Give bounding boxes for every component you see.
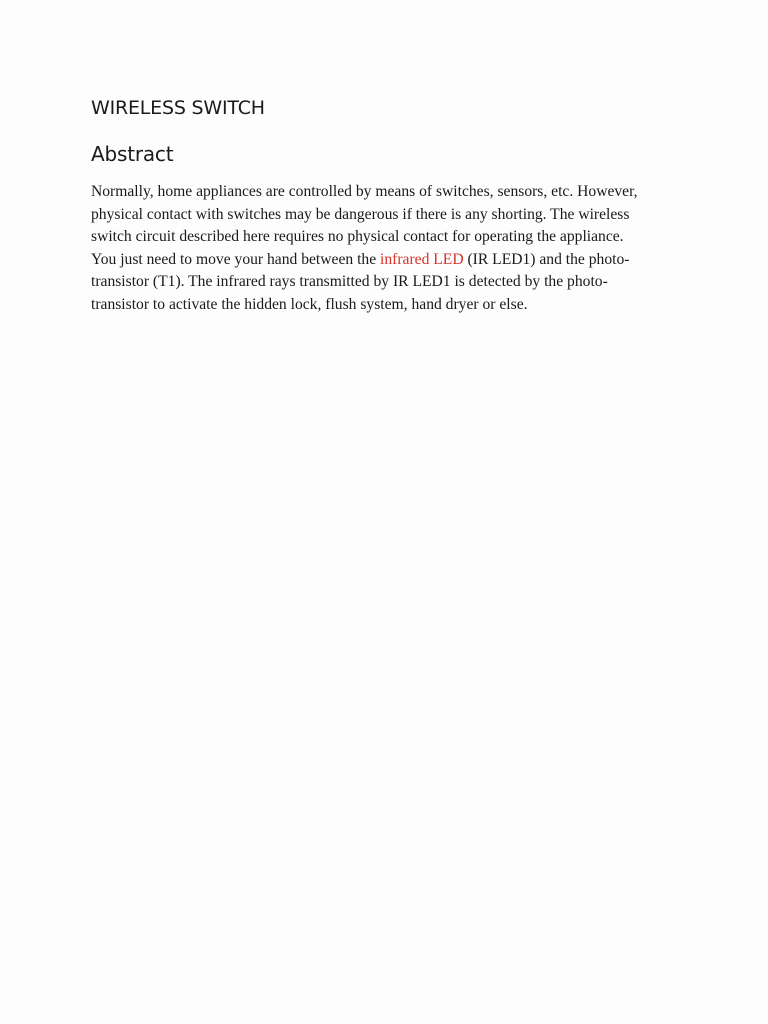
abstract-line: transistor (T1). The infrared rays transmitted by IR LED1 is detected by the photo- <box>91 273 608 291</box>
abstract-line: transistor to activate the hidden lock, flush system, hand dryer or else. <box>91 295 528 313</box>
abstract-line-with-link <box>91 249 681 272</box>
abstract-line: Normally, home appliances are controlled by means of switches, sensors, etc. However, <box>91 183 638 200</box>
abstract-paragraph <box>91 181 681 317</box>
document-title: WIRELESS SWITCH <box>91 97 265 119</box>
abstract-text: (IR LED1) and the photo- <box>463 250 630 268</box>
abstract-text: You just need to move your hand between the <box>91 250 381 268</box>
infrared-led-link[interactable]: infrared LED <box>380 250 464 268</box>
abstract-line: switch circuit described here requires no physical contact for operating the appliance. <box>91 228 624 246</box>
abstract-line: physical contact with switches may be dangerous if there is any shorting. The wireless <box>91 205 630 223</box>
abstract-heading: Abstract <box>91 142 174 166</box>
